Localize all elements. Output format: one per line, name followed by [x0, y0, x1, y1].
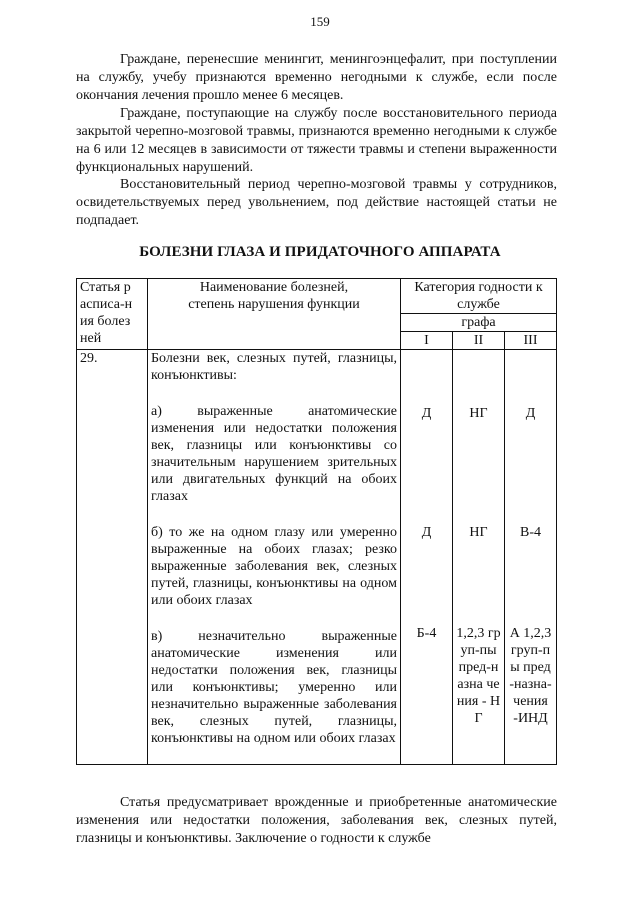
cat-a-2: НГ	[469, 406, 488, 421]
category-col-3	[505, 350, 557, 765]
disease-description	[148, 350, 401, 765]
header-col-1: I	[401, 332, 453, 350]
paragraph-recovery-period: Восстановительный период черепно-мозговой травмы у сотрудников, освидетельствуемых перед увольнением, под действие настоящей статьи не подпадает.	[76, 177, 557, 228]
table-row	[77, 350, 557, 765]
cat-a-3: Д	[525, 406, 536, 421]
header-name: Наименование болезней, степень нарушения функции	[148, 279, 401, 350]
cat-b-3: В-4	[520, 525, 541, 540]
header-article-text: Статья расписа-ния болезней	[80, 280, 133, 346]
header-article	[77, 279, 148, 350]
paragraph-meningitis: Граждане, перенесшие менингит, менингоэнцефалит, при поступлении на службу, учебу признаются временно негодными к службе, если после окончания лечения прошло менее 6 месяцев.	[76, 52, 557, 103]
cat-c-3: А 1,2,3 груп-пы пред-назна-чения -ИНД	[509, 626, 552, 726]
category-col-2	[453, 350, 505, 765]
header-col-2: II	[453, 332, 505, 350]
table-header-row	[77, 279, 557, 314]
item-c-text: в) незначительно выраженные анатомические изменения или недостатки положения век, глазницы или конъюнктивы; умеренно или незначительно выраженные заболевания век, слезных путей, глазницы, конъюнктивы на одном или обоих глазах	[151, 629, 397, 746]
cat-b-2: НГ	[469, 525, 488, 540]
cat-c-2: 1,2,3 груп-пы пред-назна чения - НГ	[456, 626, 501, 726]
intro-text: Болезни век, слезных путей, глазницы, конъюнктивы:	[151, 351, 397, 383]
article-number: 29.	[77, 350, 148, 765]
disease-table	[76, 278, 557, 765]
item-b-text: б) то же на одном глазу или умеренно выраженные на обоих глазах; резко выраженные заболевания век, слезных путей, глазницы, конъюнктивы на одном или обоих глазах	[151, 525, 397, 608]
category-col-1	[401, 350, 453, 765]
closing-paragraph: Статья предусматривает врожденные и приобретенные анатомические изменения или недостатки положения, заболевания век, слезных путей, глазницы и конъюнктивы. Заключение о годности к службе	[76, 795, 557, 846]
section-title: БОЛЕЗНИ ГЛАЗА И ПРИДАТОЧНОГО АППАРАТА	[139, 244, 501, 260]
page-number: 159	[310, 14, 330, 29]
item-a-text: а) выраженные анатомические изменения или недостатки положения век, глазницы или конъюнктивы со значительным нарушением зрительных или двигательных функций на обоих глазах	[151, 404, 397, 504]
header-graph: графа	[401, 314, 557, 332]
cat-b-1: Д	[421, 525, 432, 540]
cat-a-1: Д	[421, 406, 432, 421]
cat-c-1: Б-4	[416, 626, 437, 641]
header-category: Категория годности к службе	[401, 279, 557, 314]
header-col-3: III	[505, 332, 557, 350]
paragraph-brain-trauma: Граждане, поступающие на службу после восстановительного периода закрытой черепно-мозговой травмы, признаются временно негодными к службе на 6 или 12 месяцев в зависимости от тяжести травмы и степени выраженности функциональных нарушений.	[76, 106, 557, 175]
